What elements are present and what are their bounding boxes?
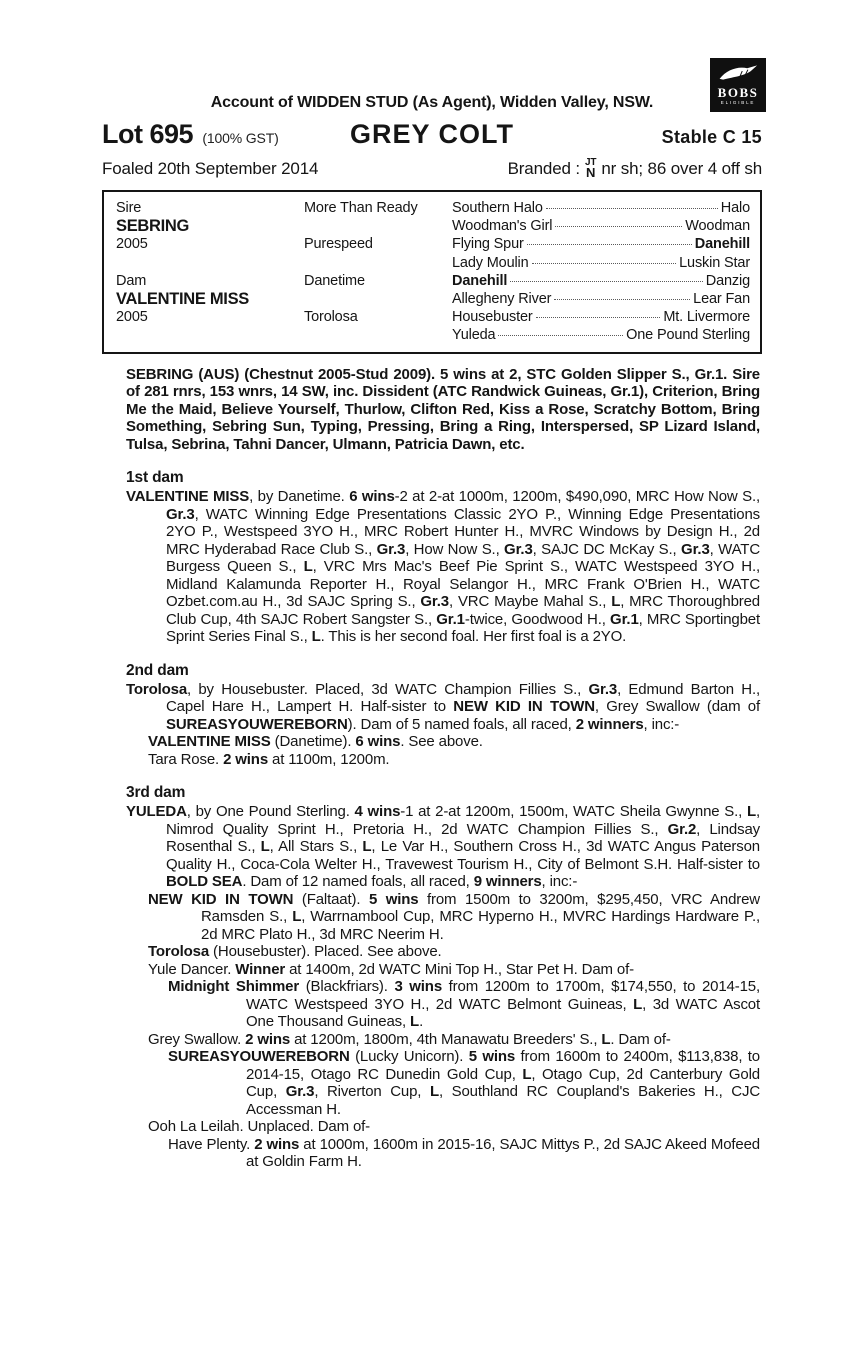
pedigree-entry: YULEDA, by One Pound Sterling. 4 wins-1 at 2-at 1200m, 1500m, WATC Sheila Gwynne S., L, Nimrod Quality Sprint H., Pretoria H., 2d WATC Champion Fillies S., Gr.2, Lindsay Rosenthal S., L, All Stars S., L, Le Var H., Southern Cross H., 3d WATC Angus Paterson Quality H., Coca-Cola Welter H., Travewest Tourism H., City of Belmont S.H. Half-sister to BOLD SEA. Dam of 12 named foals, all raced, 9 winners, inc:- <box>126 803 760 890</box>
pedigree-grandparent-row: Danehill Danzig <box>452 272 750 289</box>
dotted-leader <box>527 244 692 245</box>
dotted-leader <box>554 299 690 300</box>
stable-number: Stable C 15 <box>661 127 762 147</box>
dotted-leader <box>498 335 623 336</box>
brand-info <box>507 156 762 180</box>
foaled-date: Foaled 20th September 2014 <box>102 159 319 178</box>
brand-mark-top: JT <box>584 156 597 168</box>
pedigree-entry: Torolosa (Housebuster). Placed. See above. <box>148 943 442 960</box>
pedigree-grandparent-row: Lady Moulin Luskin Star <box>452 254 750 271</box>
bobs-logo-subtitle: ELIGIBLE <box>720 100 756 105</box>
dotted-leader <box>555 226 682 227</box>
bobs-logo-title: BOBS <box>717 85 759 100</box>
dam-heading: 3rd dam <box>126 784 186 801</box>
pedigree-entry: SUREASYOUWEREBORN (Lucky Unicorn). 5 wins from 1600m to 2400m, $113,838, to 2014-15, Otago RC Dunedin Gold Cup, L, Otago Cup, 2d Canterbury Gold Cup, Gr.3, Riverton Cup, L, Southland RC Coupland's Bakeries H., CJC Accessman H. <box>168 1048 760 1118</box>
foaled-row <box>102 156 762 180</box>
brand-mark-icon <box>584 156 597 180</box>
pedigree-entry: Yule Dancer. Winner at 1400m, 2d WATC Mini Top H., Star Pet H. Dam of- <box>148 960 634 978</box>
content-column <box>102 0 762 1171</box>
pedigree-parent-name: Danetime <box>304 272 365 289</box>
pedigree-parent-name: Purespeed <box>304 236 373 253</box>
pedigree-label: Sire <box>116 200 142 216</box>
pedigree-horse-name: VALENTINE MISS <box>116 289 250 308</box>
pedigree-label: 2005 <box>116 236 148 253</box>
gst-note: (100% GST) <box>202 130 279 146</box>
branded-suffix: nr sh; 86 over 4 off sh <box>601 159 762 178</box>
pedigree-entry: Ooh La Leilah. Unplaced. Dam of- <box>148 1118 370 1135</box>
branded-prefix: Branded : <box>507 159 580 178</box>
account-line: Account of WIDDEN STUD (As Agent), Widden Valley, NSW. <box>210 94 654 111</box>
pedigree-label: Dam <box>116 272 147 289</box>
pedigree-parent-name: Torolosa <box>304 309 358 326</box>
pedigree-grandparent-row: Southern Halo Halo <box>452 200 750 216</box>
dam-heading: 1st dam <box>126 469 184 486</box>
pedigree-entry: Torolosa, by Housebuster. Placed, 3d WATC Champion Fillies S., Gr.3, Edmund Barton H., Capel Hare H., Lampert H. Half-sister to NEW KID IN TOWN, Grey Swallow (dam of SUREASYOUWEREBORN). Dam of 5 named foals, all raced, 2 winners, inc:- <box>126 680 760 733</box>
pedigree-grandparent-row: Allegheny River Lear Fan <box>452 290 750 307</box>
pedigree-table <box>102 190 762 354</box>
pedigree-grandparent-row: Housebuster Mt. Livermore <box>452 309 750 326</box>
pedigree-horse-name: SEBRING <box>116 217 190 236</box>
horse-title: GREY COLT <box>349 119 514 149</box>
dotted-leader <box>510 281 703 282</box>
pedigree-entry: Have Plenty. 2 wins at 1000m, 1600m in 2015-16, SAJC Mittys P., 2d SAJC Akeed Mofeed at Goldin Farm H. <box>168 1135 760 1170</box>
lot-row <box>102 119 762 150</box>
pedigree-entry: Midnight Shimmer (Blackfriars). 3 wins from 1200m to 1700m, $174,550, to 2014-15, WATC Westspeed 3YO H., 2d WATC Belmont Guineas, L, 3d WATC Ascot One Thousand Guineas, L. <box>168 978 761 1030</box>
pedigree-label: 2005 <box>116 309 148 326</box>
pedigree-grandparent-row: Flying Spur Danehill <box>452 236 750 253</box>
pedigree-grandparent-row: Yuleda One Pound Sterling <box>452 327 750 344</box>
dotted-leader <box>532 263 677 264</box>
pedigree-entry: VALENTINE MISS (Danetime). 6 wins. See above. <box>148 733 483 750</box>
dotted-leader <box>536 317 661 318</box>
dam-sections <box>126 469 760 1171</box>
pedigree-entry: Tara Rose. 2 wins at 1100m, 1200m. <box>148 750 390 768</box>
lot-number: Lot 695 <box>102 119 194 149</box>
sire-summary: SEBRING (AUS) (Chestnut 2005-Stud 2009). 5 wins at 2, STC Golden Slipper S., Gr.1. Sire of 281 rnrs, 153 wnrs, 14 SW, inc. Dissident (ATC Randwick Guineas, Gr.1), Criterion, Bring Me the Maid, Believe Yourself, Thurlow, Clifton Red, Kiss a Rose, Scratchy Bottom, Bring Something, Sebring Sun, Typing, Pressing, Bring a Ring, Interspersed, SP Lizard Island, Tulsa, Sebrina, Tahni Dancer, Ulmann, Patricia Dawn, etc. <box>126 365 760 453</box>
pedigree-parent-name: More Than Ready <box>304 200 418 216</box>
dotted-leader <box>546 208 718 209</box>
lot-left <box>102 119 350 150</box>
pedigree-grandparent-row: Woodman's Girl Woodman <box>452 218 750 235</box>
brand-mark-bottom: N <box>586 164 596 180</box>
dam-heading: 2nd dam <box>126 661 189 679</box>
pedigree-text <box>102 366 762 1171</box>
pedigree-entry: VALENTINE MISS, by Danetime. 6 wins-2 at 2-at 1000m, 1200m, $490,090, MRC How Now S., Gr.3, WATC Winning Edge Presentations Classic 2YO P., Winning Edge Presentations 2YO P., Westspeed 3YO H., MRC Robert Hunter H., MVRC Windows by Design H., 2d MRC Hyderabad Race Club S., Gr.3, How Now S., Gr.3, SAJC DC McKay S., Gr.3, WATC Burgess Queen S., L, VRC Mrs Mac's Beef Pie Sprint S., WATC Westspeed 3YO H., Midland Kalamunda Reporter H., Royal Selangor H., MRC Frank O'Brien H., WATC Ozbet.com.au H., 3d SAJC Spring S., Gr.3, VRC Maybe Mahal S., L, MRC Thoroughbred Club Cup, 4th SAJC Robert Sangster S., Gr.1-twice, Goodwood H., Gr.1, MRC Sportingbet Sprint Series Final S., L. This is her second foal. Her first foal is a 2YO. <box>126 488 761 645</box>
pedigree-entry: NEW KID IN TOWN (Faltaat). 5 wins from 1500m to 3200m, $295,450, VRC Andrew Ramsden S., L, Warrnambool Cup, MRC Hyperno H., MVRC Hardings Hardware P., 2d MRC Plato H., 3d MRC Neerim H. <box>148 890 760 943</box>
pedigree-entry: Grey Swallow. 2 wins at 1200m, 1800m, 4th Manawatu Breeders' S., L. Dam of- <box>148 1030 671 1048</box>
